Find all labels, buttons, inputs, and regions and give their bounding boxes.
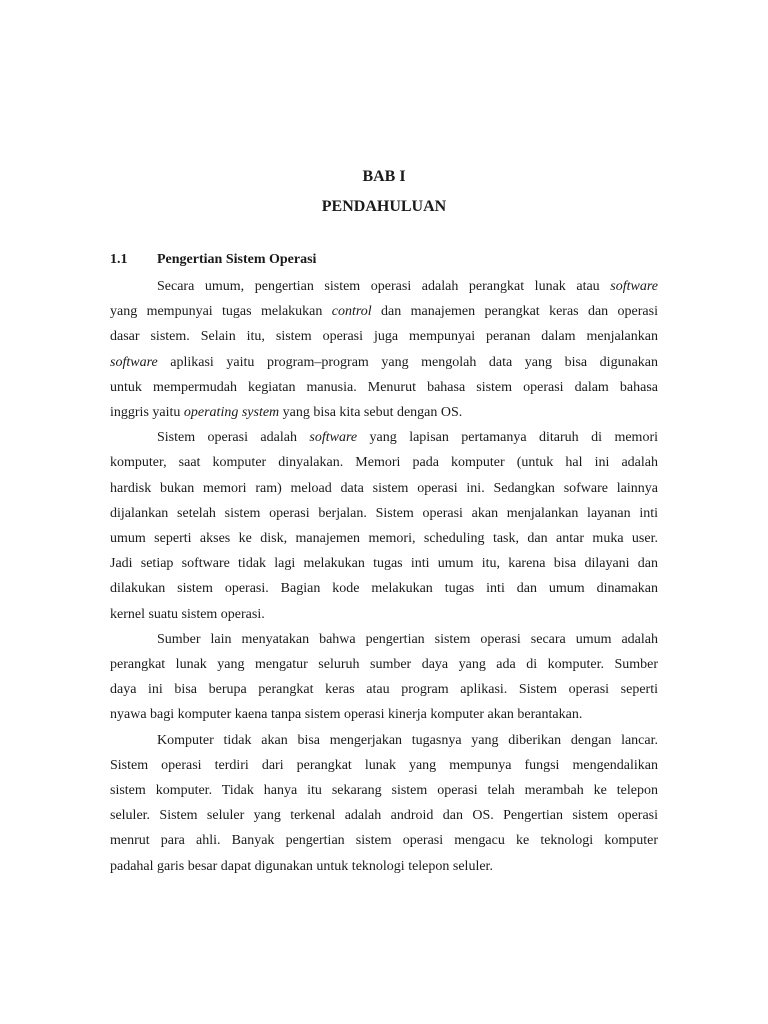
text-run: sistem komputer. Tidak hanya itu sekarang sistem operasi telah merambah ke telepon xyxy=(110,783,658,799)
italic-term: software xyxy=(610,279,658,294)
text-run: Sumber lain menyatakan bahwa pengertian sistem operasi secara umum adalah xyxy=(157,631,658,647)
text-run: yang lapisan pertamanya ditaruh di memori xyxy=(357,430,658,446)
italic-term: operating system xyxy=(183,405,280,421)
text-line xyxy=(110,425,658,450)
text-run: dan manajemen perangkat keras dan operasi xyxy=(371,304,658,320)
text-run: Komputer tidak akan bisa mengerjakan tugasnya yang diberikan dengan lancar. xyxy=(157,732,658,748)
text-run: daya ini bisa berupa perangkat keras atau program aplikasi. Sistem operasi seperti xyxy=(110,682,658,698)
text-run: Sistem operasi terdiri dari perangkat lunak yang mempunya fungsi mengendalikan xyxy=(110,757,658,773)
text-line xyxy=(110,803,658,828)
text-run: kernel suatu sistem operasi. xyxy=(110,606,265,622)
text-line xyxy=(110,602,658,627)
text-run: yang mempunyai tugas melakukan xyxy=(110,304,332,320)
text-line xyxy=(110,778,658,803)
text-line xyxy=(110,854,658,879)
text-line xyxy=(110,753,658,778)
text-run: Sistem operasi adalah xyxy=(157,430,310,446)
text-run: inggris yaitu xyxy=(110,405,184,421)
text-run: komputer, saat komputer dinyalakan. Memori pada komputer (untuk hal ini adalah xyxy=(110,455,658,471)
chapter-title: PENDAHULUAN xyxy=(321,198,447,215)
text-run: yang bisa kita sebut dengan OS. xyxy=(279,405,463,421)
text-run: umum seperti akses ke disk, manajemen memori, scheduling task, dan antar muka user. xyxy=(110,531,658,547)
paragraph xyxy=(110,425,658,627)
body-text xyxy=(110,274,658,879)
paragraph xyxy=(110,627,658,728)
text-line xyxy=(110,400,658,425)
text-line xyxy=(110,501,658,526)
italic-term: control xyxy=(331,304,372,320)
text-line xyxy=(110,299,658,324)
text-run: Secara umum, pengertian sistem operasi adalah perangkat lunak atau xyxy=(157,279,611,294)
text-line xyxy=(110,551,658,576)
paragraph xyxy=(110,274,658,425)
text-run: padahal garis besar dapat digunakan untuk teknologi telepon seluler. xyxy=(110,858,493,874)
text-line xyxy=(110,324,658,349)
text-run: seluler. Sistem seluler yang terkenal adalah android dan OS. Pengertian sistem operasi xyxy=(110,808,658,824)
text-line xyxy=(110,350,658,375)
italic-term: software xyxy=(309,430,358,446)
text-run: perangkat lunak yang mengatur seluruh sumber daya yang ada di komputer. Sumber xyxy=(110,657,658,673)
text-line xyxy=(110,274,658,299)
text-line xyxy=(110,526,658,551)
text-run: untuk mempermudah kegiatan manusia. Menurut bahasa sistem operasi dalam bahasa xyxy=(110,379,658,395)
text-line xyxy=(110,728,658,753)
section-heading xyxy=(110,250,658,270)
text-line xyxy=(110,450,658,475)
text-run: aplikasi yaitu program–program yang mengolah data yang bisa digunakan xyxy=(157,354,658,370)
chapter-number: BAB I xyxy=(362,168,406,185)
paragraph xyxy=(110,728,658,879)
text-run: dijalankan setelah sistem operasi berjalan. Sistem operasi akan menjalankan layanan inti xyxy=(110,505,658,521)
text-line xyxy=(110,476,658,501)
text-line xyxy=(110,627,658,652)
text-run: menrut para ahli. Banyak pengertian sistem operasi mengacu ke teknologi komputer xyxy=(110,833,658,849)
text-line xyxy=(110,702,658,727)
text-run: hardisk bukan memori ram) meload data sistem operasi ini. Sedangkan sofware lainnya xyxy=(110,480,658,496)
text-run: Jadi setiap software tidak lagi melakukan tugas inti umum itu, karena bisa dilayani dan xyxy=(110,556,658,572)
text-run: dasar sistem. Selain itu, sistem operasi juga mempunyai peranan dalam menjalankan xyxy=(110,329,658,345)
text-line xyxy=(110,677,658,702)
text-line xyxy=(110,576,658,601)
section-number: 1.1 xyxy=(110,252,128,267)
section-title: Pengertian Sistem Operasi xyxy=(157,252,317,267)
italic-term: software xyxy=(110,354,158,370)
text-line xyxy=(110,375,658,400)
text-line xyxy=(110,652,658,677)
text-run: dilakukan sistem operasi. Bagian kode melakukan tugas inti dan umum dinamakan xyxy=(110,581,658,597)
text-run: nyawa bagi komputer kaena tanpa sistem operasi kinerja komputer akan berantakan. xyxy=(110,707,583,723)
text-line xyxy=(110,828,658,853)
